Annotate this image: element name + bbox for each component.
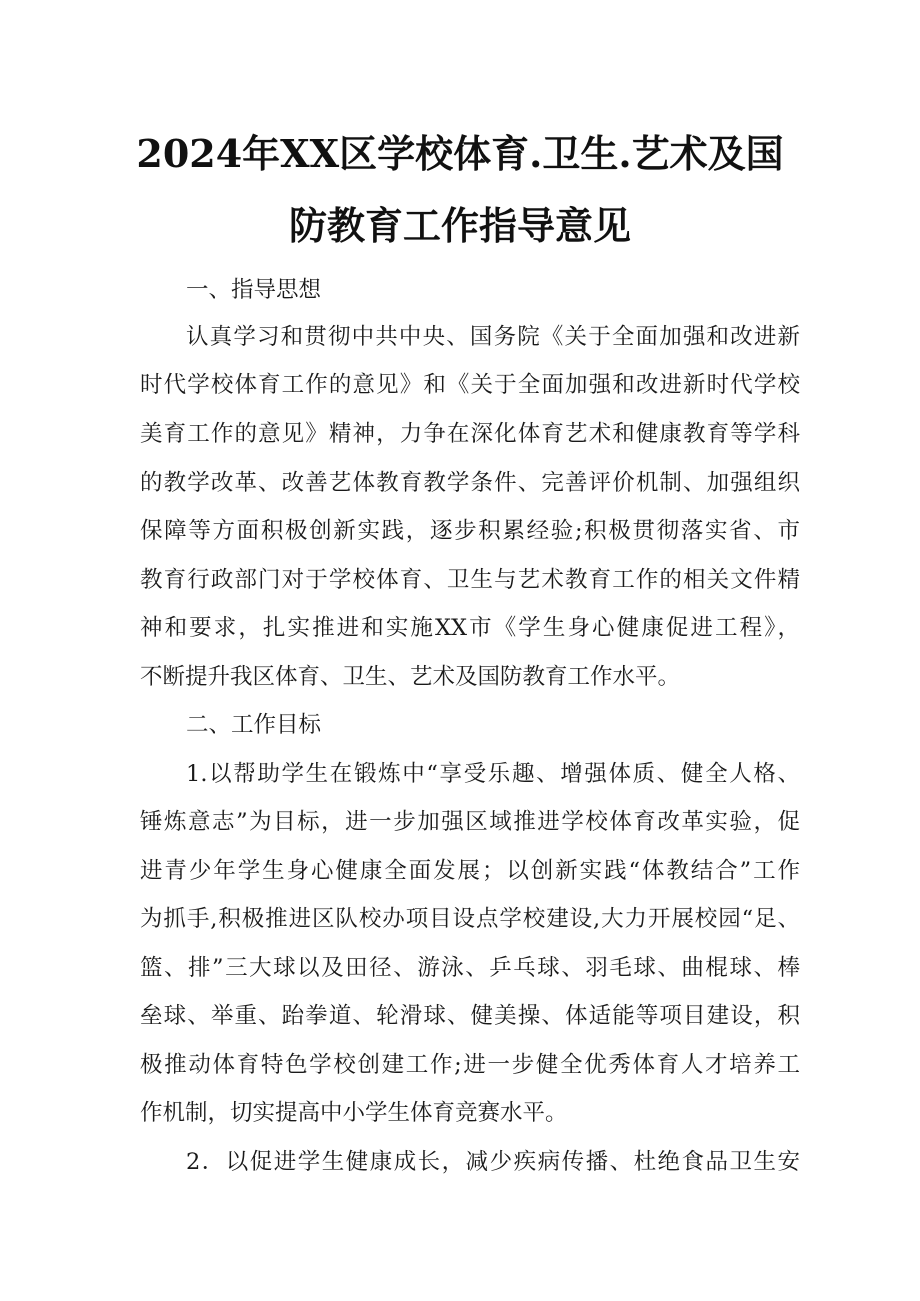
paragraph-line: 极推动体育特色学校创建工作;进一步健全优秀体育人才培养工 [140, 1052, 800, 1078]
paragraph-line: 锤炼意志”为目标，进一步加强区域推进学校体育改革实验，促 [140, 809, 800, 835]
paragraph-line: 垒球、举重、跆拳道、轮滑球、健美操、体适能等项目建设，积 [140, 1003, 800, 1029]
paragraph-line: 2．以促进学生健康成长，减少疾病传播、杜绝食品卫生安 [186, 1149, 800, 1175]
paragraph-line: 的教学改革、改善艺体教育教学条件、完善评价机制、加强组织 [140, 470, 800, 496]
section-heading-work-goals: 二、工作目标 [186, 712, 322, 738]
paragraph-line: 美育工作的意见》精神，力争在深化体育艺术和健康教育等学科 [140, 421, 800, 447]
paragraph-line: 进青少年学生身心健康全面发展；以创新实践“体教结合”工作 [140, 858, 800, 884]
paragraph-line: 认真学习和贯彻中共中央、国务院《关于全面加强和改进新 [186, 324, 800, 350]
paragraph-line: 神和要求，扎实推进和实施XX市《学生身心健康促进工程》， [140, 615, 800, 641]
document-title-line-1: 2024年XX区学校体育.卫生.艺术及国 [136, 131, 784, 176]
paragraph-line: 不断提升我区体育、卫生、艺术及国防教育工作水平。 [140, 664, 681, 690]
paragraph-line: 时代学校体育工作的意见》和《关于全面加强和改进新时代学校 [140, 372, 800, 398]
paragraph-line: 篮、排”三大球以及田径、游泳、乒乓球、羽毛球、曲棍球、棒 [140, 955, 800, 981]
paragraph-line: 为抓手,积极推进区队校办项目设点学校建设,大力开展校园“足、 [140, 906, 800, 932]
document-title-line-2: 防教育工作指导意见 [288, 203, 631, 248]
paragraph-line: 1.以帮助学生在锻炼中“享受乐趣、增强体质、健全人格、 [186, 761, 800, 787]
paragraph-line: 作机制，切实提高中小学生体育竞赛水平。 [140, 1100, 568, 1126]
section-heading-guiding-thought: 一、指导思想 [186, 277, 322, 303]
paragraph-line: 保障等方面积极创新实践，逐步积累经验;积极贯彻落实省、市 [140, 518, 800, 544]
paragraph-line: 教育行政部门对于学校体育、卫生与艺术教育工作的相关文件精 [140, 567, 800, 593]
